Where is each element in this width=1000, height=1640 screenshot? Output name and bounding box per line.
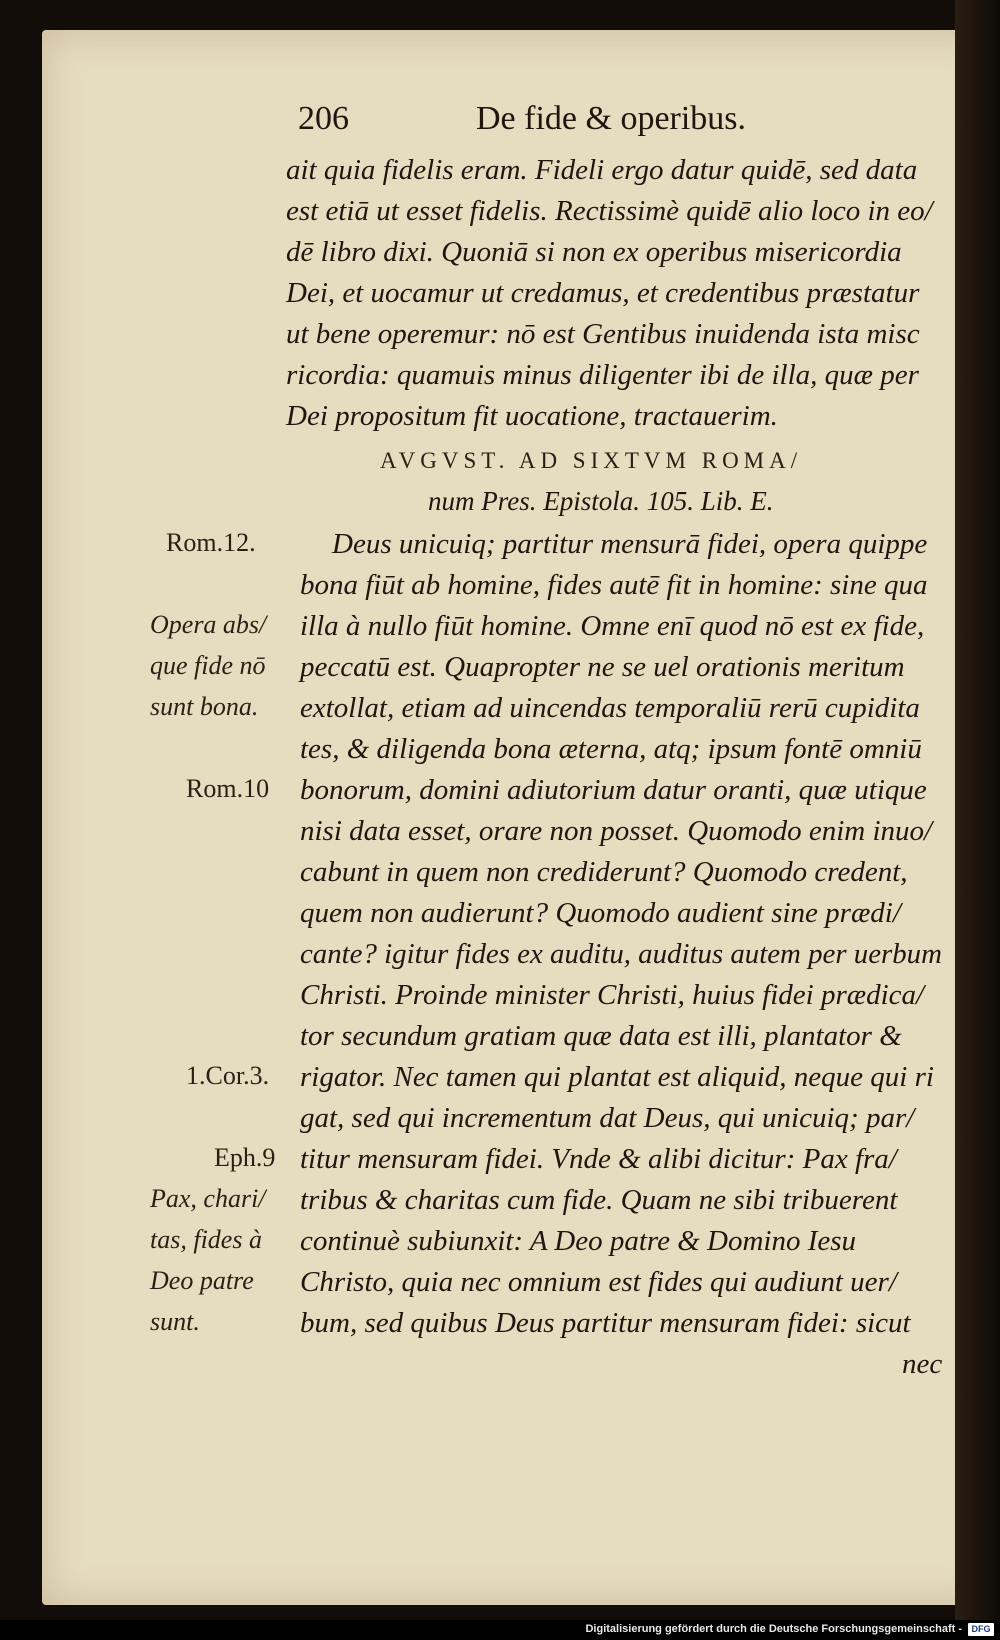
text-line: gat, sed qui incrementum dat Deus, qui unicuiq; par/: [300, 1102, 915, 1134]
text-line: est etiā ut esset fidelis. Rectissimè quidē alio loco in eo/: [286, 195, 933, 227]
margin-note-pax: Deo patre: [150, 1266, 254, 1295]
text-line: Dei, et uocamur ut credamus, et credentibus præstatur: [286, 277, 920, 309]
digitization-footer: [0, 1620, 1000, 1640]
text-line: ait quia fidelis eram. Fideli ergo datur quidē, sed data: [286, 154, 918, 186]
text-line: Deus unicuiq; partitur mensurā fidei, opera quippe: [332, 528, 928, 560]
funding-note: Digitalisierung gefördert durch die Deutsche Forschungsgemeinschaft -: [585, 1623, 962, 1635]
margin-note-rom12: Rom.12.: [166, 528, 256, 557]
text-line: cante? igitur fides ex auditu, auditus autem per uerbum: [300, 938, 942, 970]
text-line: tribus & charitas cum fide. Quam ne sibi tribuerent: [300, 1184, 898, 1216]
text-line: quem non audierunt? Quomodo audient sine prædi/: [300, 897, 901, 929]
margin-note-eph9: Eph.9: [214, 1143, 276, 1172]
text-line: extollat, etiam ad uincendas temporaliū rerū cupidita: [300, 692, 920, 724]
section-heading: AVGVST. AD SIXTVM ROMA/: [380, 448, 803, 473]
text-line: nisi data esset, orare non posset. Quomodo enim inuo/: [300, 815, 933, 847]
catchword: nec: [902, 1348, 943, 1380]
running-title: De fide & operibus.: [476, 100, 747, 137]
text-line: titur mensuram fidei. Vnde & alibi dicitur: Pax fra/: [300, 1143, 897, 1175]
text-line: cabunt in quem non crediderunt? Quomodo credent,: [300, 856, 908, 888]
margin-note-opera: sunt bona.: [150, 692, 259, 721]
margin-note-pax: Pax, chari/: [150, 1184, 266, 1213]
margin-note-opera: Opera abs/: [150, 610, 267, 639]
text-line: ut bene operemur: nō est Gentibus inuidenda ista misc: [286, 318, 920, 350]
text-line: peccatū est. Quapropter ne se uel orationis meritum: [300, 651, 905, 683]
text-line: bona fiūt ab homine, fides autē fit in homine: sine qua: [300, 569, 928, 601]
text-line: Christo, quia nec omnium est fides qui audiunt uer/: [300, 1266, 897, 1298]
margin-note-rom10: Rom.10: [186, 774, 270, 803]
text-line: rigator. Nec tamen qui plantat est aliquid, neque qui ri: [300, 1061, 934, 1093]
margin-note-opera: que fide nō: [150, 651, 266, 680]
text-line: dē libro dixi. Quoniā si non ex operibus misericordia: [286, 236, 902, 268]
margin-note-cor3: 1.Cor.3.: [186, 1061, 270, 1090]
margin-note-pax: sunt.: [150, 1307, 200, 1336]
text-line: tor secundum gratiam quæ data est illi, plantator &: [300, 1020, 902, 1052]
section-heading-source: num Pres. Epistola. 105. Lib. E.: [428, 486, 774, 516]
page-header: [0, 100, 1000, 140]
text-line: ricordia: quamuis minus diligenter ibi de illa, quæ per: [286, 359, 919, 391]
text-line: continuè subiunxit: A Deo patre & Domino Iesu: [300, 1225, 857, 1257]
text-line: Christi. Proinde minister Christi, huius fidei prædica/: [300, 979, 925, 1011]
book-spine: [955, 0, 1000, 1640]
text-line: bum, sed quibus Deus partitur mensuram fidei: sicut: [300, 1307, 911, 1339]
text-line: Dei propositum fit uocatione, tractauerim.: [286, 400, 778, 432]
margin-note-pax: tas, fides à: [150, 1225, 262, 1254]
dfg-logo-icon: DFG: [968, 1623, 994, 1636]
text-line: bonorum, domini adiutorium datur oranti, quæ utique: [300, 774, 927, 806]
text-line: tes, & diligenda bona æterna, atq; ipsum fontē omniū: [300, 733, 922, 765]
text-line: illa à nullo fiūt homine. Omne enī quod nō est ex fide,: [300, 610, 925, 642]
page-number: 206: [298, 100, 349, 137]
